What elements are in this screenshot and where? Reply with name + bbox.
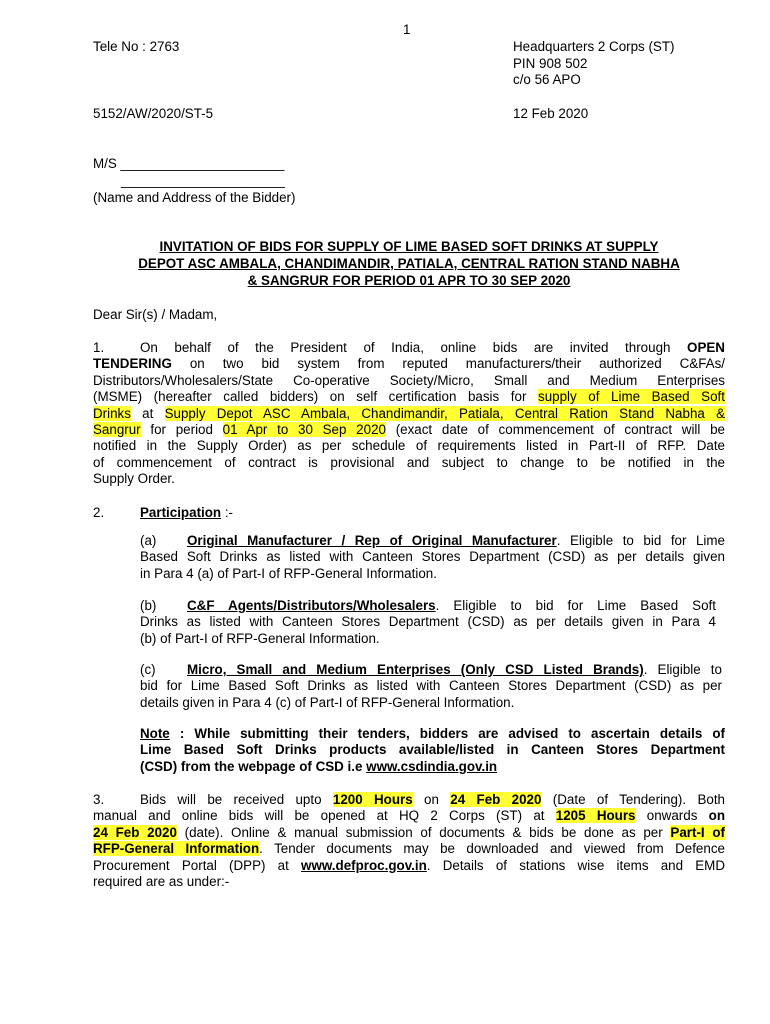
- para-3-line-1: Bids will be received upto 1200 Hours on 24 Feb 2020 (Date of Tendering). Both: [140, 792, 725, 807]
- para-1-line-2: TENDERING on two bid system from reputed manufacturers/their authorized C&FAs/: [93, 356, 725, 372]
- clause-a-label: (a): [140, 533, 157, 548]
- note-line-1: Note : While submitting their tenders, bidders are advised to ascertain details of: [140, 726, 725, 741]
- reference-number: 5152/AW/2020/ST-5: [93, 106, 214, 121]
- clause-c-line-2: bid for Lime Based Soft Drinks as listed with Canteen Stores Department (CSD) as per: [140, 678, 722, 694]
- page-number: 1: [403, 22, 411, 37]
- para-3-line-6: required are as under:-: [93, 874, 230, 890]
- para-3-line-5: Procurement Portal (DPP) at www.defproc.gov.in. Details of stations wise items and EMD: [93, 857, 725, 873]
- clause-b-line-1: C&F Agents/Distributors/Wholesalers. Eligible to bid for Lime Based Soft: [187, 598, 716, 613]
- clause-b-line-3: (b) of Part-I of RFP-General Information.: [140, 630, 380, 646]
- csd-website-link[interactable]: www.csdindia.gov.in: [366, 758, 498, 774]
- para-3-line-2: manual and online bids will be opened at HQ 2 Corps (ST) at 1205 Hours onwards on: [93, 808, 726, 824]
- title-line-3: & SANGRUR FOR PERIOD 01 APR TO 30 SEP 2020: [247, 273, 571, 288]
- defproc-website-link[interactable]: www.defproc.gov.in: [301, 857, 427, 873]
- clause-c: [140, 662, 722, 711]
- clause-a-line-1: Original Manufacturer / Rep of Original Manufacturer. Eligible to bid for Lime: [187, 533, 726, 548]
- para-1-line-1: On behalf of the President of India, online bids are invited through OPEN: [140, 340, 725, 355]
- addressee-caption: (Name and Address of the Bidder): [93, 190, 296, 205]
- para-1-line-4: (MSME) (hereafter called bidders) on self certification basis for supply of Lime Based Soft: [93, 389, 725, 405]
- para-1-line-5: Drinks at Supply Depot ASC Ambala, Chandimandir, Patiala, Central Ration Stand Nabha &: [93, 405, 726, 421]
- tele-number: Tele No : 2763: [93, 39, 180, 54]
- note-line-3: (CSD) from the webpage of CSD i.e www.csdindia.gov.in: [140, 758, 498, 774]
- clause-c-label: (c): [140, 662, 156, 677]
- addressee-blank-line: ______________________: [121, 173, 285, 188]
- para-1-line-8: of commencement of contract is provisional and subject to change to be notified in the: [93, 454, 725, 470]
- note-line-2: Lime Based Soft Drinks products available/listed in Canteen Stores Department: [140, 742, 725, 758]
- hq-line-2: PIN 908 502: [513, 56, 588, 71]
- clause-b-line-2: Drinks as listed with Canteen Stores Department (CSD) as per details given in Para 4: [140, 614, 716, 630]
- salutation: Dear Sir(s) / Madam,: [93, 307, 218, 322]
- letter-date: 12 Feb 2020: [513, 106, 589, 121]
- clause-a: [140, 533, 725, 582]
- clause-b-label: (b): [140, 598, 157, 613]
- clause-c-line-1: Micro, Small and Medium Enterprises (Only CSD Listed Brands). Eligible to: [187, 662, 722, 677]
- clause-c-line-3: details given in Para 4 (c) of Part-I of RFP-General Information.: [140, 694, 515, 710]
- para-1: [93, 340, 725, 488]
- para-1-line-3: Distributors/Wholesalers/State Co-operative Society/Micro, Small and Medium Enterprises: [93, 372, 725, 388]
- para-3: [93, 792, 725, 890]
- clause-a-line-2: Based Soft Drinks as listed with Canteen Stores Department (CSD) as per details given: [140, 549, 725, 565]
- clause-b: [140, 598, 716, 647]
- clause-a-line-3: in Para 4 (a) of Part-I of RFP-General Information.: [140, 565, 437, 581]
- para-3-number: 3.: [93, 792, 105, 807]
- para-1-line-9: Supply Order.: [93, 471, 175, 487]
- hq-line-1: Headquarters 2 Corps (ST): [513, 39, 675, 54]
- note: [140, 726, 725, 775]
- hq-line-3: c/o 56 APO: [513, 72, 581, 87]
- addressee-ms: M/S ______________________: [93, 156, 285, 171]
- para-2-number: 2.: [93, 505, 105, 520]
- title-line-2: DEPOT ASC AMBALA, CHANDIMANDIR, PATIALA, CENTRAL RATION STAND NABHA: [138, 256, 680, 271]
- para-3-line-3: 24 Feb 2020 (date). Online & manual submission of documents & bids be done as per Part-I of: [93, 824, 725, 840]
- para-1-line-7: notified in the Supply Order) as per schedule of requirements listed in Part-II of RFP. Date: [93, 438, 725, 454]
- para-1-number: 1.: [93, 340, 105, 355]
- title-line-1: INVITATION OF BIDS FOR SUPPLY OF LIME BASED SOFT DRINKS AT SUPPLY: [159, 239, 659, 254]
- para-1-line-6: Sangrur for period 01 Apr to 30 Sep 2020 (exact date of commencement of contract will be: [93, 422, 725, 438]
- participation-heading: Participation :-: [140, 505, 234, 520]
- para-3-line-4: RFP-General Information. Tender documents may be downloaded and viewed from Defence: [93, 841, 725, 857]
